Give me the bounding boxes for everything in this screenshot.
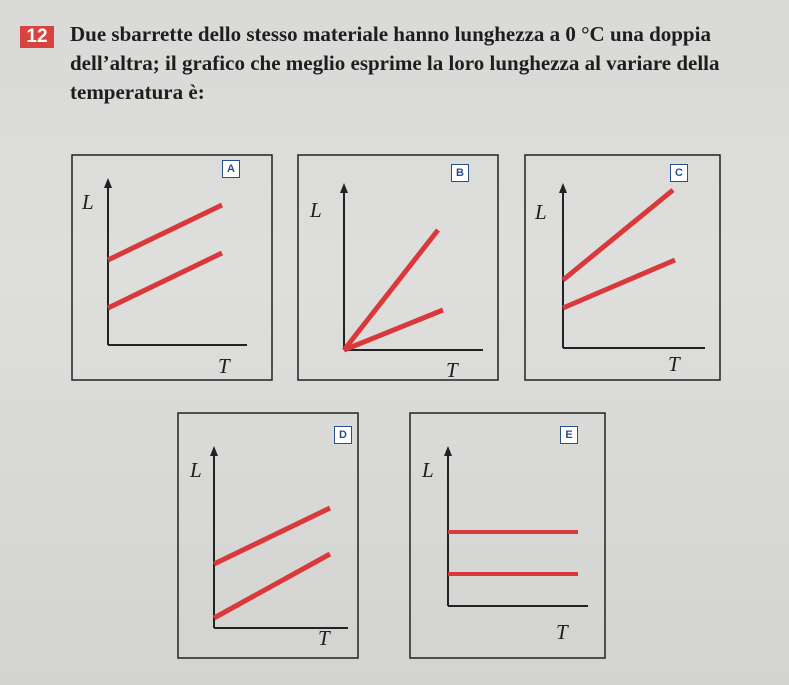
option-a-label: A: [222, 160, 240, 178]
option-e-label: E: [560, 426, 578, 444]
option-e-panel[interactable]: [410, 408, 605, 660]
option-d-graph: [178, 408, 358, 660]
option-b-graph: [298, 150, 498, 385]
option-d-line-upper: [214, 508, 330, 564]
option-a-x-label: T: [218, 354, 230, 378]
option-d-y-label: L: [190, 458, 202, 482]
option-d-x-label: T: [318, 626, 330, 650]
option-e-y-label: L: [422, 458, 434, 482]
option-a-line-short: [108, 253, 222, 308]
option-b-panel[interactable]: [298, 150, 498, 385]
option-d-panel[interactable]: [178, 408, 358, 660]
option-c-panel[interactable]: [525, 150, 720, 385]
option-c-graph: [525, 150, 720, 385]
option-e-x-label: T: [556, 620, 568, 644]
option-a-line-long: [108, 205, 222, 260]
option-a-panel[interactable]: [72, 150, 272, 385]
question-text: Due sbarrette dello stesso materiale hanno lunghezza a 0 °C una doppia dell’altra; il grafico che meglio esprime la loro lunghezza al variare della temperatura è:: [70, 22, 720, 104]
option-d-line-lower: [214, 554, 330, 618]
option-b-label: B: [451, 164, 469, 182]
option-a-graph: [72, 150, 272, 385]
option-c-x-label: T: [668, 352, 680, 376]
option-b-y-label: L: [310, 198, 322, 222]
option-d-label: D: [334, 426, 352, 444]
option-b-x-label: T: [446, 358, 458, 382]
option-a-y-label: L: [82, 190, 94, 214]
option-c-y-label: L: [535, 200, 547, 224]
option-c-label: C: [670, 164, 688, 182]
option-e-graph: [410, 408, 605, 660]
question-number: 12: [20, 26, 54, 48]
